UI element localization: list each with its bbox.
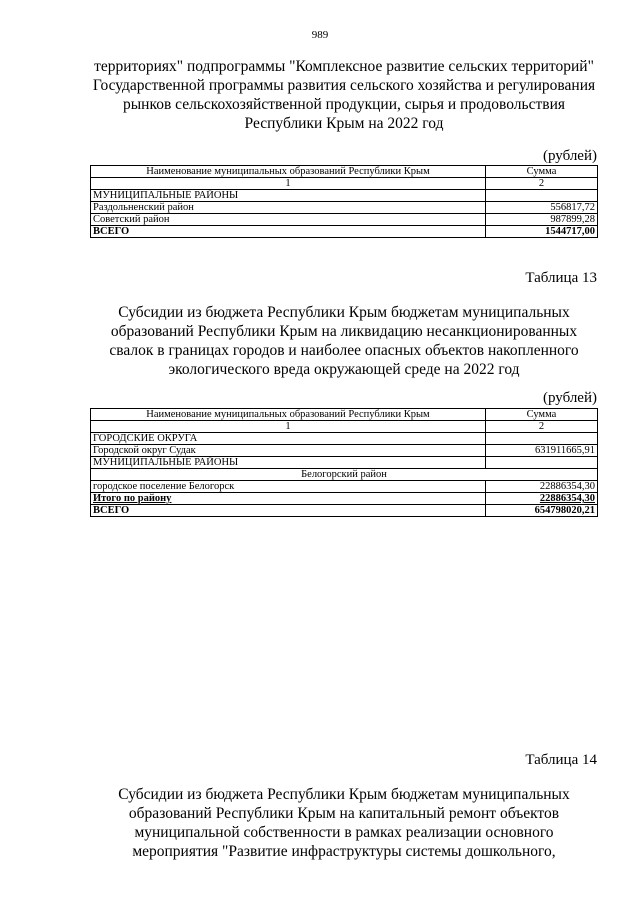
title-line: мероприятия "Развитие инфраструктуры системы дошкольного, [132, 843, 556, 860]
column-number: 1 [91, 421, 486, 433]
table-row [91, 214, 598, 226]
column-number-row [91, 178, 598, 190]
table-row [91, 445, 598, 457]
title-line: Субсидии из бюджета Республики Крым бюджетам муниципальных [118, 786, 570, 803]
column-number: 2 [485, 421, 597, 433]
row-sum: 631911665,91 [485, 445, 597, 457]
table14-title [90, 785, 598, 861]
row-sum: 556817,72 [486, 202, 598, 214]
table14-label: Таблица 14 [525, 752, 597, 768]
block1-table [90, 165, 598, 238]
table-row [91, 202, 598, 214]
column-header-sum: Сумма [485, 409, 597, 421]
title-line: экологического вреда окружающей среде на 2022 год [168, 361, 520, 378]
column-header-sum: Сумма [486, 166, 598, 178]
title-line: Республики Крым на 2022 год [244, 115, 444, 132]
column-header-name: Наименование муниципальных образований Республики Крым [91, 409, 486, 421]
table-header-row [91, 166, 598, 178]
row-sum [485, 433, 597, 445]
title-line: Государственной программы развития сельского хозяйства и регулирования [92, 77, 596, 94]
row-sum [485, 457, 597, 469]
subtotal-row [91, 493, 598, 505]
row-name: ГОРОДСКИЕ ОКРУГА [91, 433, 486, 445]
row-sum: 1544717,00 [486, 226, 598, 238]
row-sum: 22886354,30 [485, 493, 597, 505]
column-header-name: Наименование муниципальных образований Республики Крым [91, 166, 486, 178]
table-row [91, 190, 598, 202]
title-line: территориях" подпрограммы "Комплексное развитие сельских территорий" [94, 58, 594, 75]
row-name: городское поселение Белогорск [91, 481, 486, 493]
row-name: Раздольненский район [91, 202, 486, 214]
row-name: ВСЕГО [91, 505, 486, 517]
row-name: МУНИЦИПАЛЬНЫЕ РАЙОНЫ [91, 190, 486, 202]
column-number: 1 [91, 178, 486, 190]
title-line: муниципальной собственности в рамках реализации основного [134, 824, 554, 841]
unit-label: (рублей) [542, 390, 597, 406]
column-number-row [91, 421, 598, 433]
total-row [91, 505, 598, 517]
row-name: ВСЕГО [91, 226, 486, 238]
row-name: Городской округ Судак [91, 445, 486, 457]
title-line: образований Республики Крым на ликвидацию несанкционированных [110, 323, 578, 340]
title-line: свалок в границах городов и наиболее опасных объектов накопленного [109, 342, 579, 359]
unit-label: (рублей) [542, 148, 597, 164]
row-sum [486, 190, 598, 202]
district-name: Белогорский район [91, 469, 598, 481]
table-row [91, 433, 598, 445]
table13-title [90, 303, 598, 379]
row-name: Советский район [91, 214, 486, 226]
table13-label: Таблица 13 [525, 270, 597, 286]
block1-title [90, 57, 598, 133]
table-header-row [91, 409, 598, 421]
row-sum: 22886354,30 [485, 481, 597, 493]
row-name: Итого по району [91, 493, 486, 505]
row-sum: 654798020,21 [485, 505, 597, 517]
table-row [91, 457, 598, 469]
total-row [91, 226, 598, 238]
table13-table [90, 408, 598, 517]
column-number: 2 [486, 178, 598, 190]
title-line: рынков сельскохозяйственной продукции, сырья и продовольствия [123, 96, 565, 113]
district-row [91, 469, 598, 481]
row-name: МУНИЦИПАЛЬНЫЕ РАЙОНЫ [91, 457, 486, 469]
title-line: образований Республики Крым на капитальный ремонт объектов [128, 805, 560, 822]
table-row [91, 481, 598, 493]
page-number: 989 [311, 29, 329, 41]
row-sum: 987899,28 [486, 214, 598, 226]
title-line: Субсидии из бюджета Республики Крым бюджетам муниципальных [118, 304, 570, 321]
